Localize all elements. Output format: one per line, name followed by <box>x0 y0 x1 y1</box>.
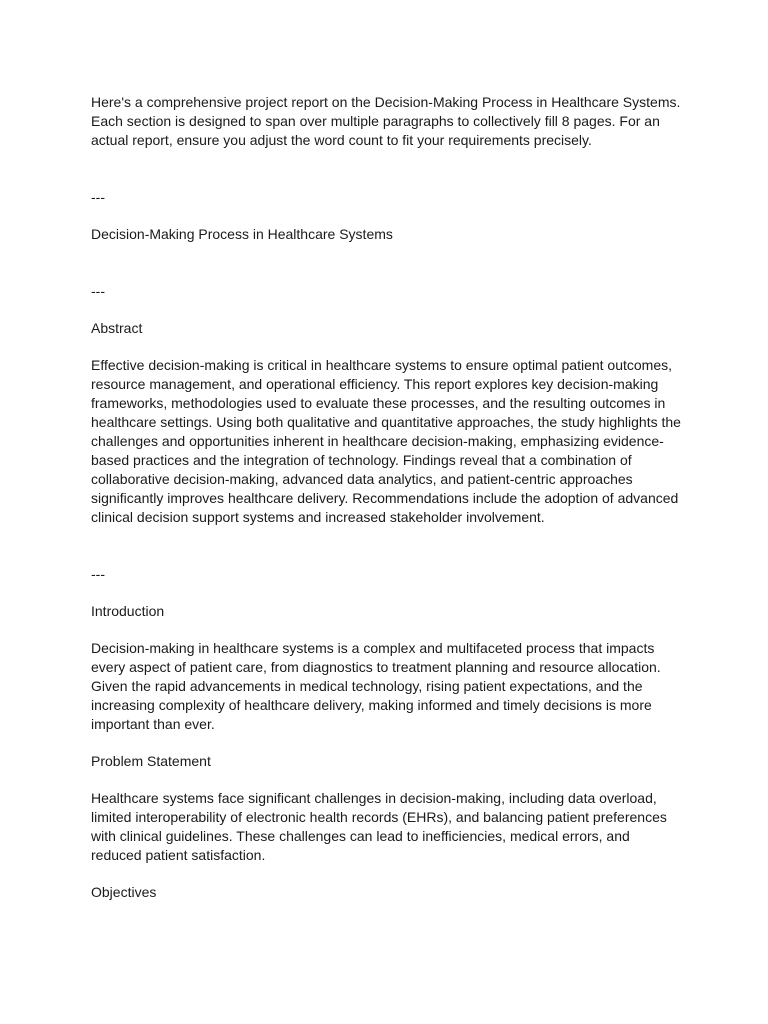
separator-2: --- <box>91 283 105 299</box>
abstract-body: Effective decision-making is critical in healthcare systems to ensure optimal patient outcomes, resource management, and operational efficiency. This report explores key decision-making frameworks, methodologies used to evaluate these processes, and the resulting outcomes in healthcare settings. Using both qualitative and quantitative approaches, the study highlights the challenges and opportunities inherent in healthcare decision-making, emphasizing evidence-based practices and the integration of technology. Findings reveal that a combination of collaborative decision-making, advanced data analytics, and patient-centric approaches significantly improves healthcare delivery. Recommendations include the adoption of advanced clinical decision support systems and increased stakeholder involvement. <box>91 357 681 525</box>
separator-1: --- <box>91 189 105 205</box>
separator-3: --- <box>91 566 105 582</box>
problem-statement-body: Healthcare systems face significant challenges in decision-making, including data overload, limited interoperability of electronic health records (EHRs), and balancing patient preferences with clinical guidelines. These challenges can lead to inefficiencies, medical errors, and reduced patient satisfaction. <box>91 790 667 863</box>
introduction-body: Decision-making in healthcare systems is a complex and multifaceted process that impacts every aspect of patient care, from diagnostics to treatment planning and resource allocation. Given the rapid advancements in medical technology, rising patient expectations, and the increasing complexity of healthcare delivery, making informed and timely decisions is more important than ever. <box>91 640 661 732</box>
abstract-heading: Abstract <box>91 320 143 336</box>
objectives-heading: Objectives <box>91 884 157 900</box>
document-page <box>91 93 681 902</box>
document-title: Decision-Making Process in Healthcare Systems <box>91 226 393 242</box>
introduction-heading: Introduction <box>91 603 165 619</box>
intro-paragraph: Here's a comprehensive project report on the Decision-Making Process in Healthcare Systems. Each section is designed to span over multiple paragraphs to collectively fill 8 pages. For an actual report, ensure you adjust the word count to fit your requirements precisely. <box>91 94 681 148</box>
problem-statement-heading: Problem Statement <box>91 753 211 769</box>
